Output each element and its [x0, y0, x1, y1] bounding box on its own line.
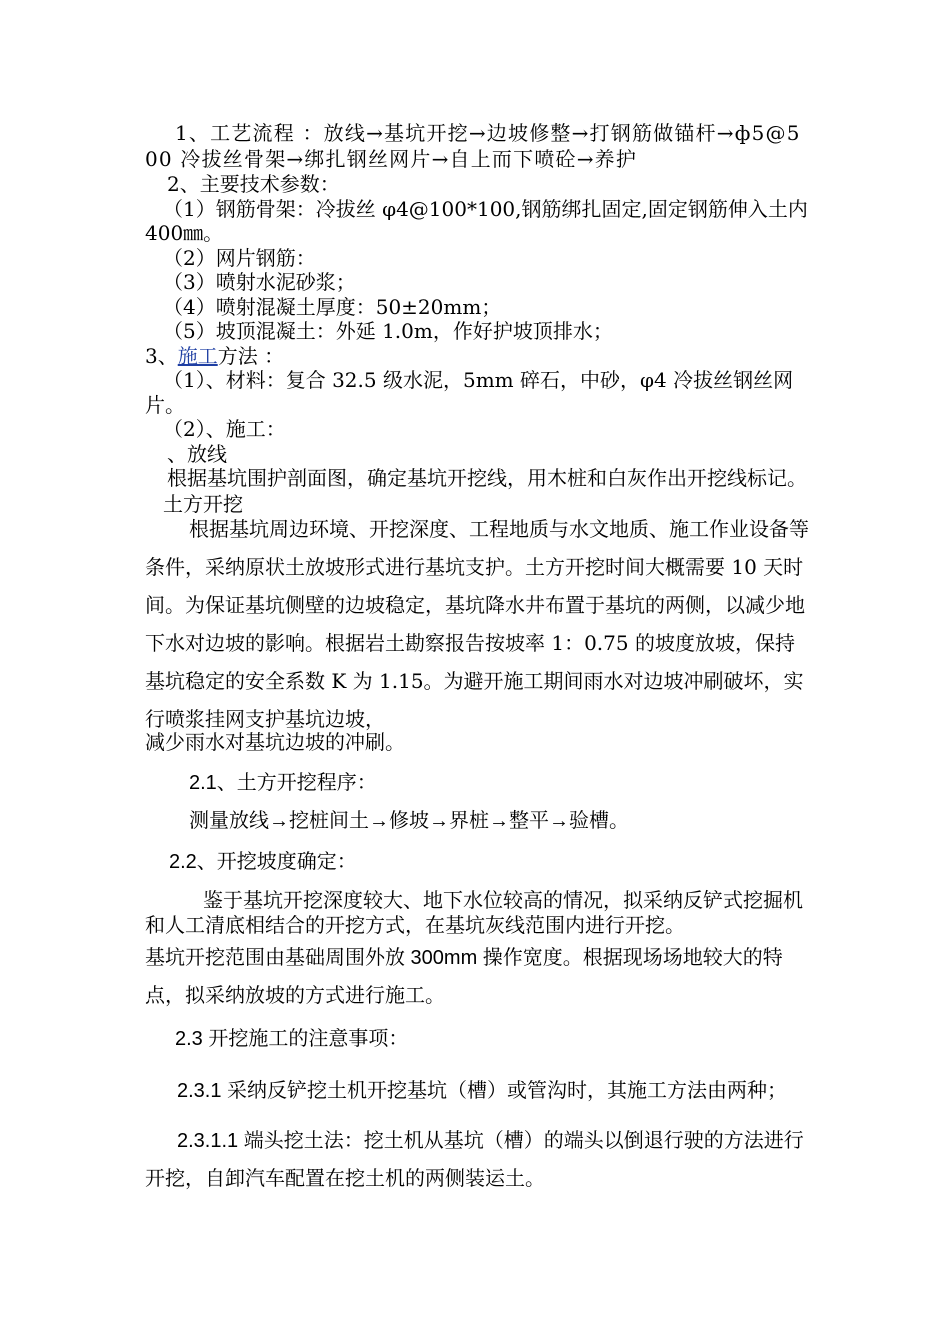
construction-subtitle: （2）、施工： — [163, 417, 286, 441]
method-prefix: 3、 — [145, 343, 178, 368]
method-suffix: 方法 ： — [217, 343, 285, 368]
slope-body-a: 鉴于基坑开挖深度较大、地下水位较高的情况，拟采纳反铲式挖掘机和人工清底相结合的开挖方式，在基坑灰线范围内进行开挖。 — [145, 888, 803, 937]
construction-method-title — [145, 344, 810, 369]
precautions-title: 2.3 开挖施工的注意事项： — [175, 1028, 409, 1050]
setout-body: 根据基坑围护剖面图，确定基坑开挖线，用木桩和白灰作出开挖线标记。 — [167, 466, 807, 490]
process-flow — [145, 120, 810, 172]
process-flow-text: 1、工艺流程 ：放线→基坑开挖→边坡修整→打钢筋做锚杆→ф5@500 冷拔丝骨架→绑扎钢丝网片→自上而下喷砼→养护 — [145, 121, 801, 171]
earthwork-body-main: 根据基坑周边环境、开挖深度、工程地质与水文地质、施工作业设备等条件，采纳原状土放坡形式进行基坑支护。土方开挖时间大概需要 10 天时间。为保证基坑侧壁的边坡稳定，基坑降水井布置于基坑的两侧，以减少地下水对边坡的影响。根据岩土勘察报告按坡率 1：0.75 的坡度放坡，保持基坑稳定的安全系数 K 为 1.15。为避开施工期间雨水对边坡冲刷破坏，实行喷浆挂网支护基坑边坡， — [145, 517, 809, 731]
backhoe-method: 2.3.1 采纳反铲挖土机开挖基坑（槽）或管沟时，其施工方法由两种； — [177, 1079, 788, 1102]
end-digging-method: 2.3.1.1 端头挖土法：挖土机从基坑（槽）的端头以倒退行驶的方法进行开挖，自卸汽车配置在挖土机的两侧装运土。 — [145, 1129, 804, 1190]
param-steel-frame: （1）钢筋骨架：冷拔丝 φ4@100*100,钢筋绑扎固定,固定钢筋伸入土内 400㎜。 — [145, 196, 808, 245]
slope-title: 2.2、开挖坡度确定： — [169, 850, 357, 873]
param-mesh: （2）网片钢筋： — [163, 245, 316, 270]
earthwork-body-end: 减少雨水对基坑边坡的冲刷。 — [145, 730, 405, 754]
materials: （1）、材料：复合 32.5 级水泥，5mm 碎石，中砂，φ4 冷拔丝钢丝网片。 — [145, 368, 794, 417]
param-concrete-thickness: （4）喷射混凝土厚度：50±20mm； — [163, 294, 502, 319]
earthwork-body — [145, 510, 810, 738]
param-slope-top: （5）坡顶混凝土：外延 1.0m，作好护坡顶排水； — [163, 319, 613, 343]
slope-body-b: 基坑开挖范围由基础周围外放 300mm 操作宽度。根据现场场地较大的特点，拟采纳放坡的方式进行施工。 — [145, 947, 783, 1007]
setout-title: 、放线 — [167, 441, 227, 466]
earthwork-procedure-title: 2.1、土方开挖程序： — [189, 771, 377, 794]
earthwork-title: 土方开挖 — [163, 491, 243, 516]
earthwork-procedure-body: 测量放线→挖桩间土→修坡→界桩→整平→验槽。 — [189, 810, 629, 832]
document-page — [145, 120, 810, 1198]
construction-link[interactable]: 施工 — [177, 343, 218, 368]
tech-params-title: 2、主要技术参数： — [167, 172, 340, 196]
param-mortar: （3）喷射水泥砂浆； — [163, 270, 356, 294]
